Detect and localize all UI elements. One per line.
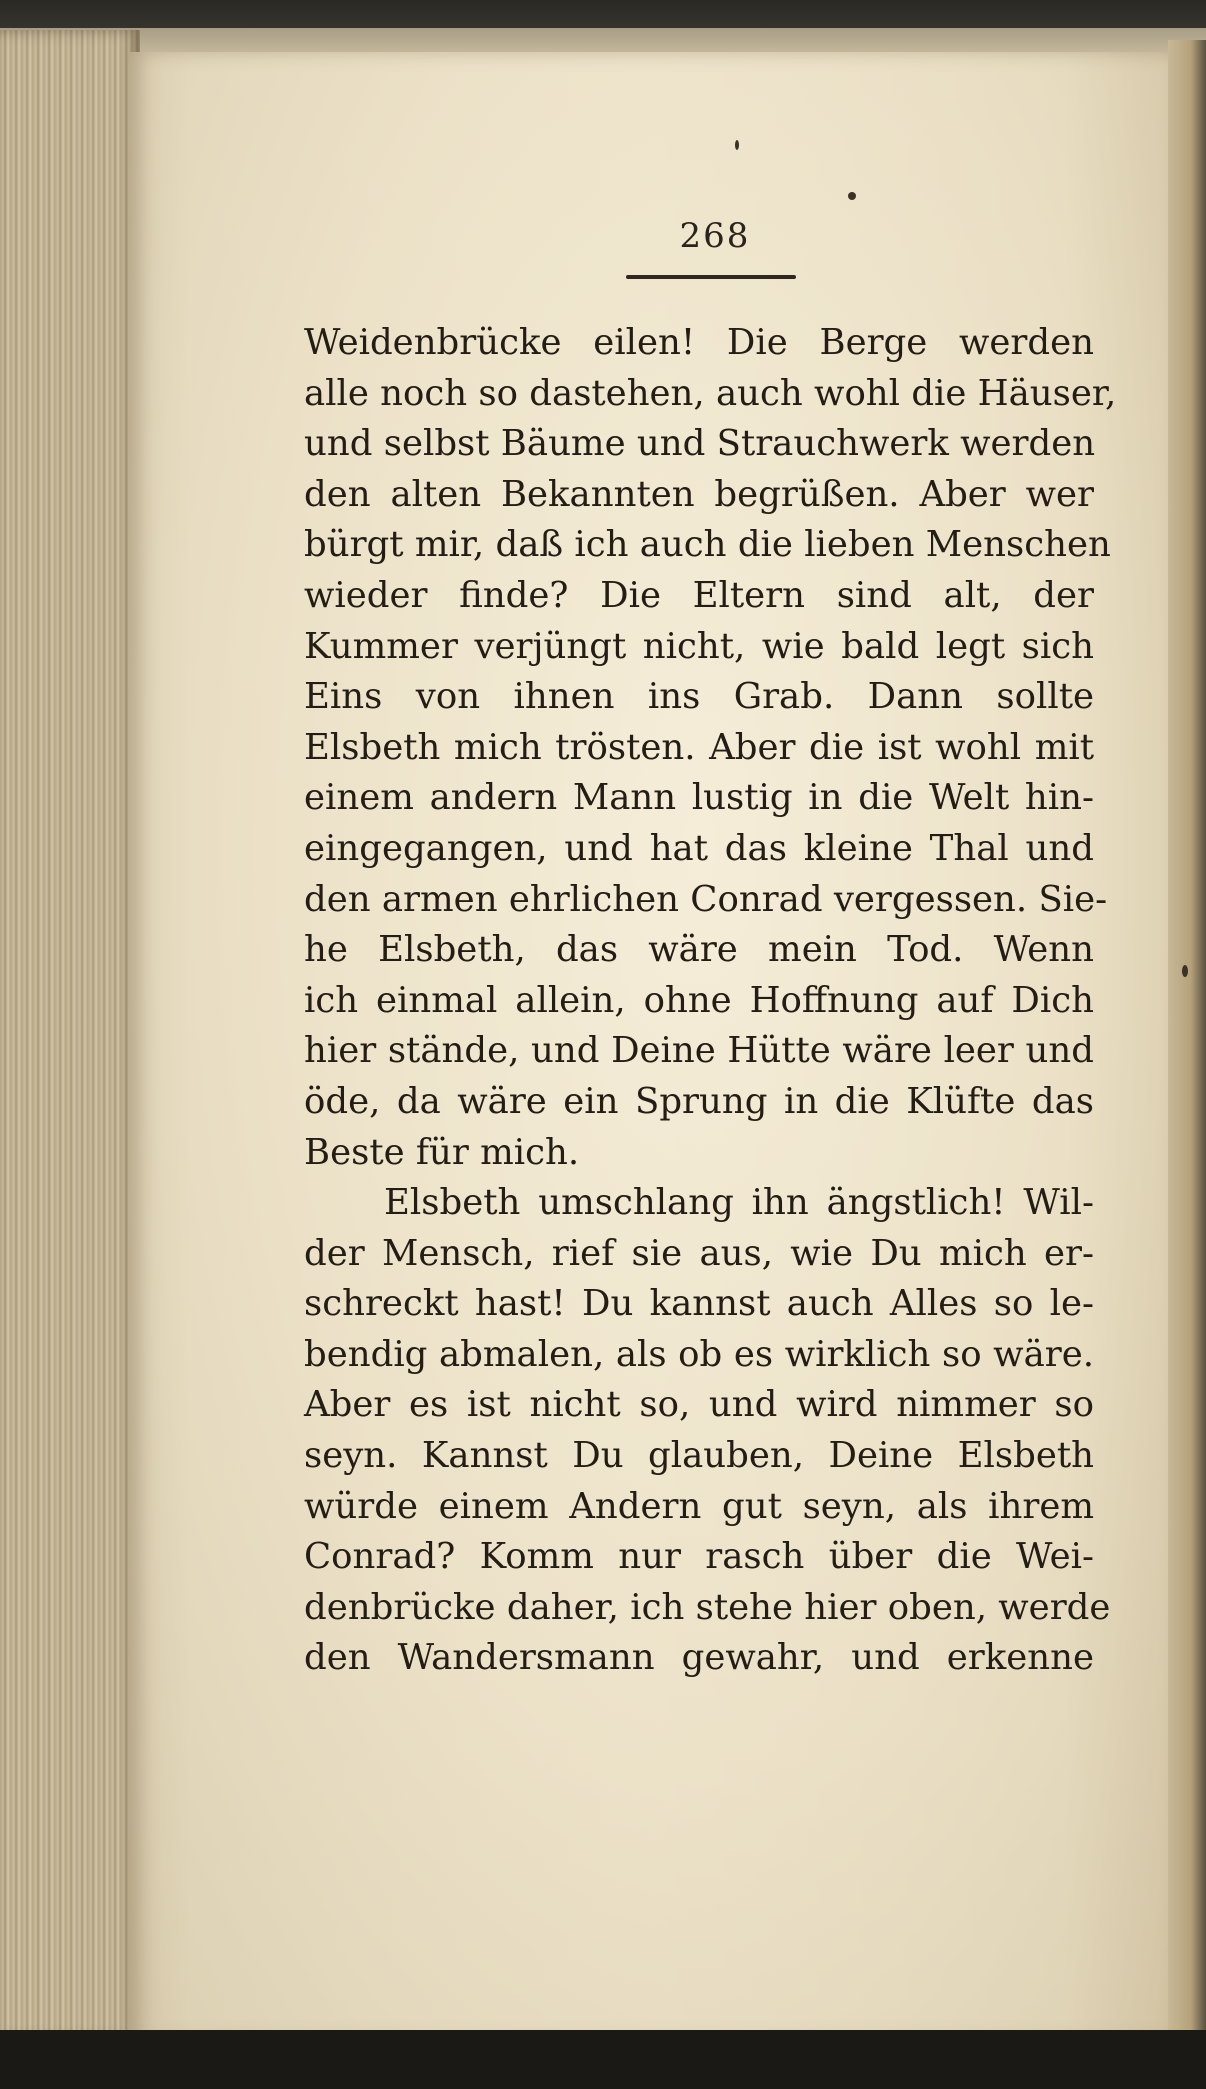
text-line: hier stände, und Deine Hütte wäre leer und — [304, 1030, 1094, 1072]
text-line: Conrad? Komm nur rasch über die Wei- — [304, 1536, 1094, 1578]
text-line: seyn. Kannst Du glauben, Deine Elsbeth — [304, 1435, 1094, 1477]
ink-speck — [735, 140, 739, 150]
text-line: den armen ehrlichen Conrad vergessen. Sie- — [304, 878, 1108, 920]
ink-speck — [848, 192, 856, 200]
text-line: wieder finde? Die Eltern sind alt, der — [304, 574, 1094, 616]
text-line: he Elsbeth, das wäre mein Tod. Wenn — [304, 929, 1094, 971]
text-line: und selbst Bäume und Strauchwerk werden — [304, 423, 1096, 465]
text-line: Kummer verjüngt nicht, wie bald legt sich — [304, 625, 1094, 667]
text-line: ich einmal allein, ohne Hoffnung auf Dich — [304, 979, 1094, 1021]
text-line: Beste für mich. — [304, 1131, 580, 1173]
text-line: alle noch so dastehen, auch wohl die Häuser, — [304, 372, 1117, 414]
text-line: einem andern Mann lustig in die Welt hin- — [304, 777, 1094, 819]
text-line: Eins von ihnen ins Grab. Dann sollte — [304, 676, 1094, 718]
background-bottom — [0, 2030, 1206, 2089]
body-text — [304, 318, 1117, 1684]
text-line: bürgt mir, daß ich auch die lieben Menschen — [304, 524, 1111, 566]
text-line: denbrücke daher, ich stehe hier oben, werde — [304, 1586, 1111, 1628]
page-right-edge — [1168, 40, 1206, 2035]
text-line: Weidenbrücke eilen! Die Berge werden — [304, 322, 1094, 363]
page-stack-left-edge — [0, 30, 140, 2040]
text-line: würde einem Andern gut seyn, als ihrem — [304, 1485, 1094, 1527]
text-line: den Wandersmann gewahr, und erkenne — [304, 1637, 1094, 1679]
text-line: Elsbeth umschlang ihn ängstlich! Wil- — [384, 1182, 1094, 1224]
text-line: der Mensch, rief sie aus, wie Du mich er- — [304, 1232, 1094, 1274]
text-line: schreckt hast! Du kannst auch Alles so le- — [304, 1283, 1094, 1325]
header-rule — [626, 275, 796, 279]
text-line: Aber es ist nicht so, und wird nimmer so — [304, 1384, 1094, 1426]
page-number: 268 — [679, 216, 751, 256]
text-line: bendig abmalen, als ob es wirklich so wäre. — [304, 1333, 1094, 1375]
text-line: eingegangen, und hat das kleine Thal und — [304, 827, 1094, 869]
text-line: den alten Bekannten begrüßen. Aber wer — [304, 473, 1094, 515]
ink-speck — [1182, 965, 1188, 977]
text-line: Elsbeth mich trösten. Aber die ist wohl mit — [304, 726, 1094, 768]
text-line: öde, da wäre ein Sprung in die Klüfte das — [304, 1080, 1094, 1122]
